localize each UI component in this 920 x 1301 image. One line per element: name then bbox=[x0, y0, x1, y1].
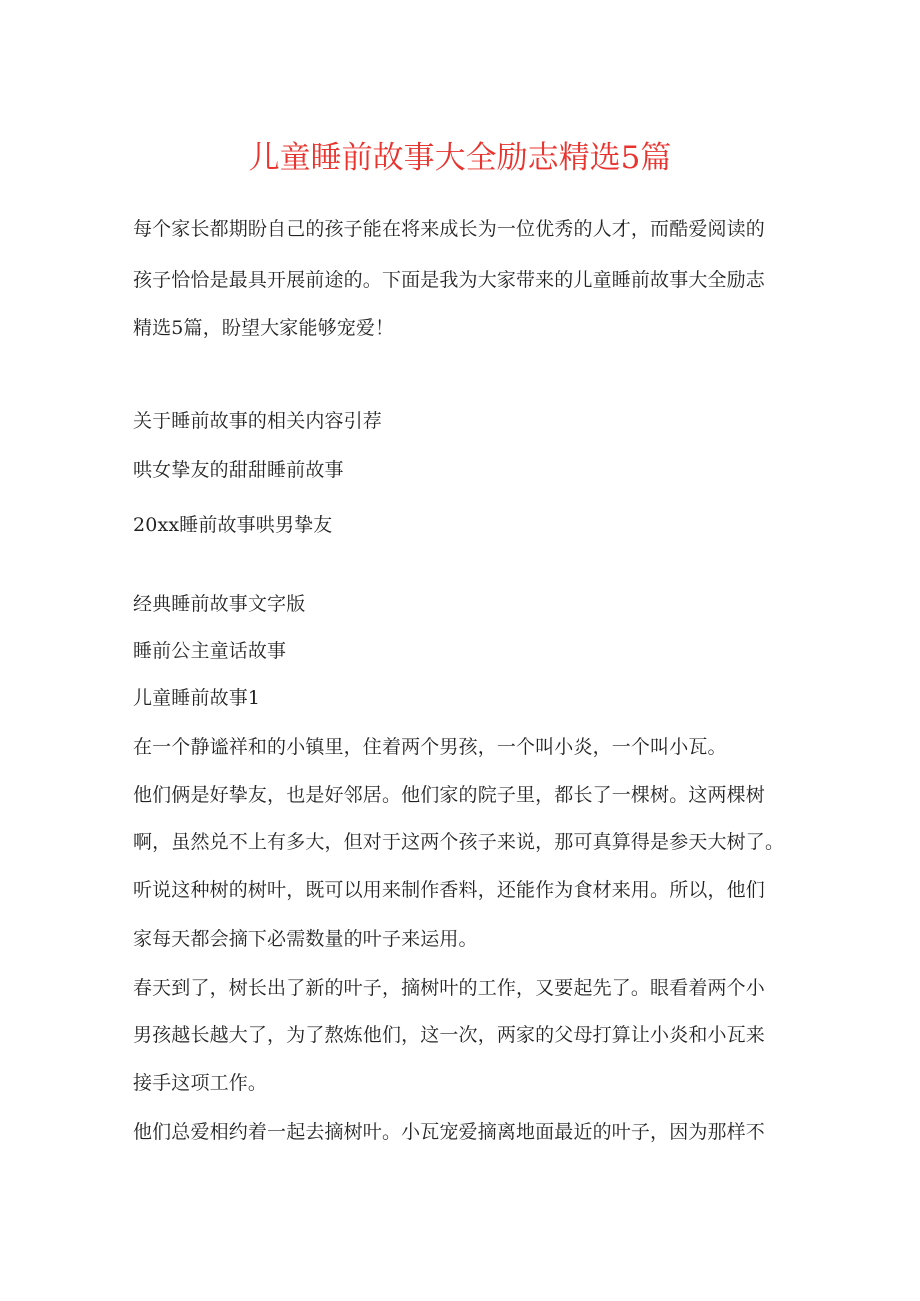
story-line: 在一个静谧祥和的小镇里，住着两个男孩，一个叫小炎，一个叫小瓦。 bbox=[133, 736, 727, 758]
story-line: 春天到了，树长出了新的叶子，摘树叶的工作，又要起先了。眼看着两个小 bbox=[133, 977, 765, 999]
intro-line: 孩子恰恰是最具开展前途的。下面是我为大家带来的儿童睡前故事大全励志 bbox=[133, 269, 765, 291]
story-heading: 儿童睡前故事1 bbox=[133, 687, 261, 709]
related-heading: 关于睡前故事的相关内容引荐 bbox=[133, 410, 382, 432]
page-title: 儿童睡前故事大全励志精选5篇 bbox=[248, 140, 672, 176]
intro-line: 每个家长都期盼自己的孩子能在将来成长为一位优秀的人才，而酷爱阅读的 bbox=[133, 218, 765, 240]
story-line: 男孩越长越大了，为了熬炼他们，这一次，两家的父母打算让小炎和小瓦来 bbox=[133, 1024, 765, 1046]
related-link[interactable]: 20xx睡前故事哄男挚友 bbox=[133, 514, 333, 536]
story-line: 啊，虽然兑不上有多大，但对于这两个孩子来说，那可真算得是参天大树了。 bbox=[133, 831, 785, 853]
story-line: 家每天都会摘下必需数量的叶子来运用。 bbox=[133, 928, 478, 950]
story-line: 听说这种树的树叶，既可以用来制作香料，还能作为食材来用。所以，他们 bbox=[133, 879, 765, 901]
story-line: 他们总爱相约着一起去摘树叶。小瓦宠爱摘离地面最近的叶子，因为那样不 bbox=[133, 1121, 765, 1143]
intro-line: 精选5篇，盼望大家能够宠爱！ bbox=[133, 317, 395, 339]
related-link[interactable]: 睡前公主童话故事 bbox=[133, 640, 287, 662]
story-line: 接手这项工作。 bbox=[133, 1072, 268, 1094]
related-link[interactable]: 经典睡前故事文字版 bbox=[133, 593, 306, 615]
story-line: 他们俩是好挚友，也是好邻居。他们家的院子里，都长了一棵树。这两棵树 bbox=[133, 784, 765, 806]
related-link[interactable]: 哄女挚友的甜甜睡前故事 bbox=[133, 459, 344, 481]
